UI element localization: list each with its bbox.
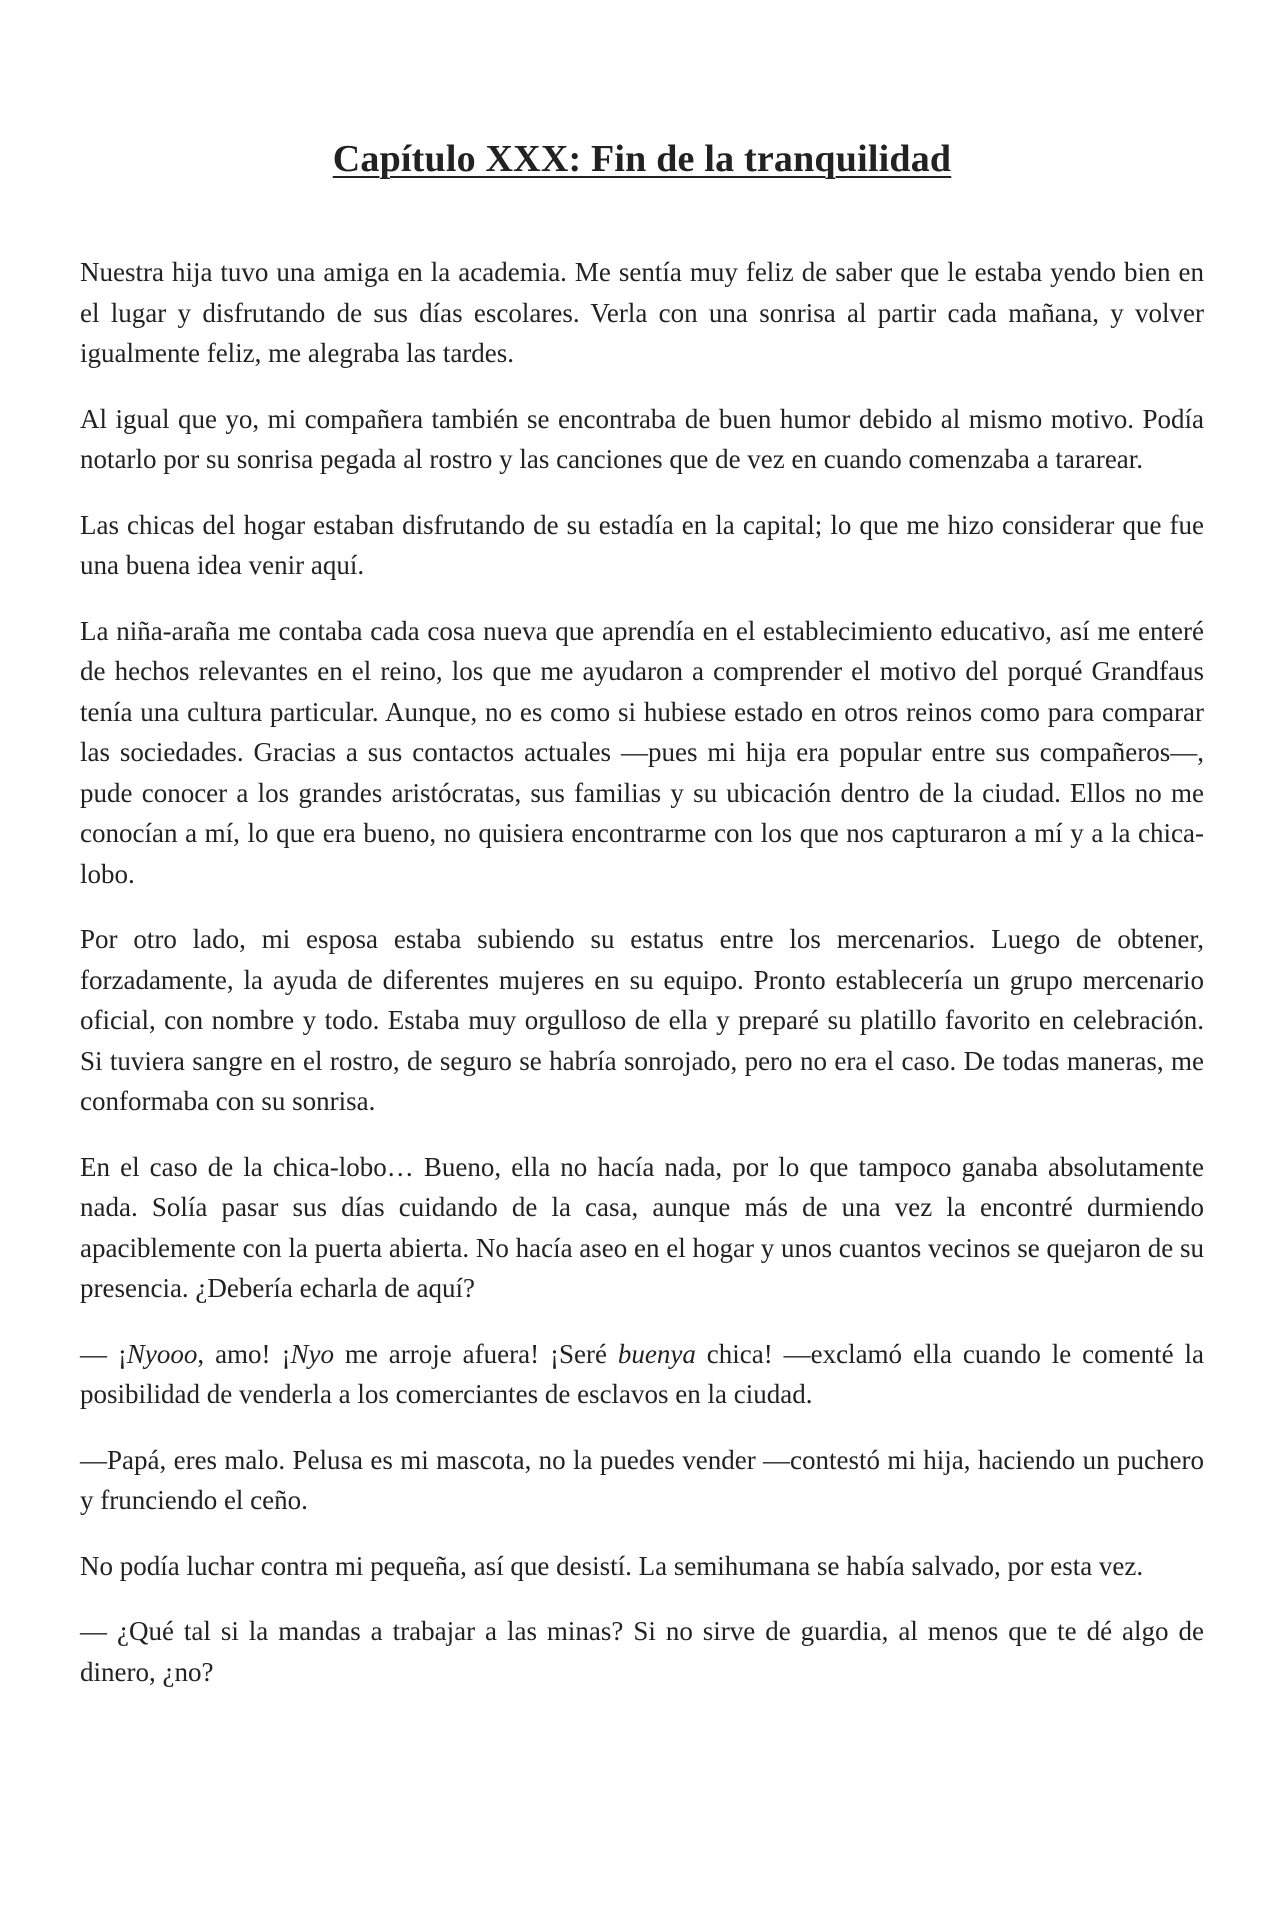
text-segment: No podía luchar contra mi pequeña, así que desistí. La semihumana se había salvado, por esta vez. — [80, 1550, 1144, 1581]
chapter-title: Capítulo XXX: Fin de la tranquilidad — [332, 138, 952, 180]
italic-text-segment: Nyooo — [126, 1338, 198, 1369]
text-segment: chica! —exclamó ella cuando le comenté la posibilidad de venderla a los comerciantes de esclavos en la ciudad. — [80, 1338, 1204, 1409]
text-segment: —Papá, eres malo. Pelusa es mi mascota, no la puedes vender —contestó mi hija, haciendo un puchero y frunciendo el ceño. — [80, 1444, 1204, 1515]
italic-text-segment: Nyo — [290, 1338, 334, 1369]
text-segment: — ¿Qué tal si la mandas a trabajar a las minas? Si no sirve de guardia, al menos que te dé algo de dinero, ¿no? — [80, 1616, 1204, 1687]
body-paragraph — [80, 399, 1204, 480]
body-paragraph — [80, 919, 1204, 1122]
body-paragraph — [80, 1611, 1204, 1692]
body-paragraph — [80, 1546, 1204, 1587]
text-segment: En el caso de la chica-lobo… Bueno, ella no hacía nada, por lo que tampoco ganaba absolutamente nada. Solía pasar sus días cuidando de la casa, aunque más de una vez la encontré durmiendo apaciblemente con la puerta abierta. No hacía aseo en el hogar y unos cuantos vecinos se quejaron de su presencia. ¿Debería echarla de aquí? — [80, 1151, 1204, 1303]
body-paragraph — [80, 611, 1204, 895]
chapter-body — [80, 252, 1204, 1692]
text-segment: Las chicas del hogar estaban disfrutando de su estadía en la capital; lo que me hizo considerar que fue una buena idea venir aquí. — [80, 509, 1204, 580]
text-segment: , amo! ¡ — [197, 1338, 291, 1369]
body-paragraph — [80, 1440, 1204, 1521]
text-segment: me arroje afuera! ¡Seré — [333, 1338, 618, 1369]
body-paragraph — [80, 1334, 1204, 1415]
italic-text-segment: buenya — [617, 1338, 696, 1369]
body-paragraph — [80, 252, 1204, 374]
text-segment: — ¡ — [80, 1338, 127, 1369]
text-segment: Al igual que yo, mi compañera también se encontraba de buen humor debido al mismo motivo. Podía notarlo por su sonrisa pegada al rostro y las canciones que de vez en cuando comenzaba a tararear. — [80, 403, 1204, 474]
text-segment: Por otro lado, mi esposa estaba subiendo su estatus entre los mercenarios. Luego de obtener, forzadamente, la ayuda de diferentes mujeres en su equipo. Pronto establecería un grupo mercenario oficial, con nombre y todo. Estaba muy orgulloso de ella y preparé su platillo favorito en celebración. Si tuviera sangre en el rostro, de seguro se habría sonrojado, pero no era el caso. De todas maneras, me conformaba con su sonrisa. — [80, 924, 1204, 1116]
body-paragraph — [80, 1147, 1204, 1309]
body-paragraph — [80, 505, 1204, 586]
text-segment: Nuestra hija tuvo una amiga en la academia. Me sentía muy feliz de saber que le estaba yendo bien en el lugar y disfrutando de sus días escolares. Verla con una sonrisa al partir cada mañana, y volver igualmente feliz, me alegraba las tardes. — [80, 257, 1204, 368]
document-page — [80, 0, 1204, 1717]
text-segment: La niña-araña me contaba cada cosa nueva que aprendía en el establecimiento educativo, así me enteré de hechos relevantes en el reino, los que me ayudaron a comprender el motivo del porqué Grandfaus tenía una cultura particular. Aunque, no es como si hubiese estado en otros reinos como para comparar las sociedades. Gracias a sus contactos actuales —pues mi hija era popular entre sus compañeros—, pude conocer a los grandes aristócratas, sus familias y su ubicación dentro de la ciudad. Ellos no me conocían a mí, lo que era bueno, no quisiera encontrarme con los que nos capturaron a mí y a la chica-lobo. — [80, 615, 1204, 889]
